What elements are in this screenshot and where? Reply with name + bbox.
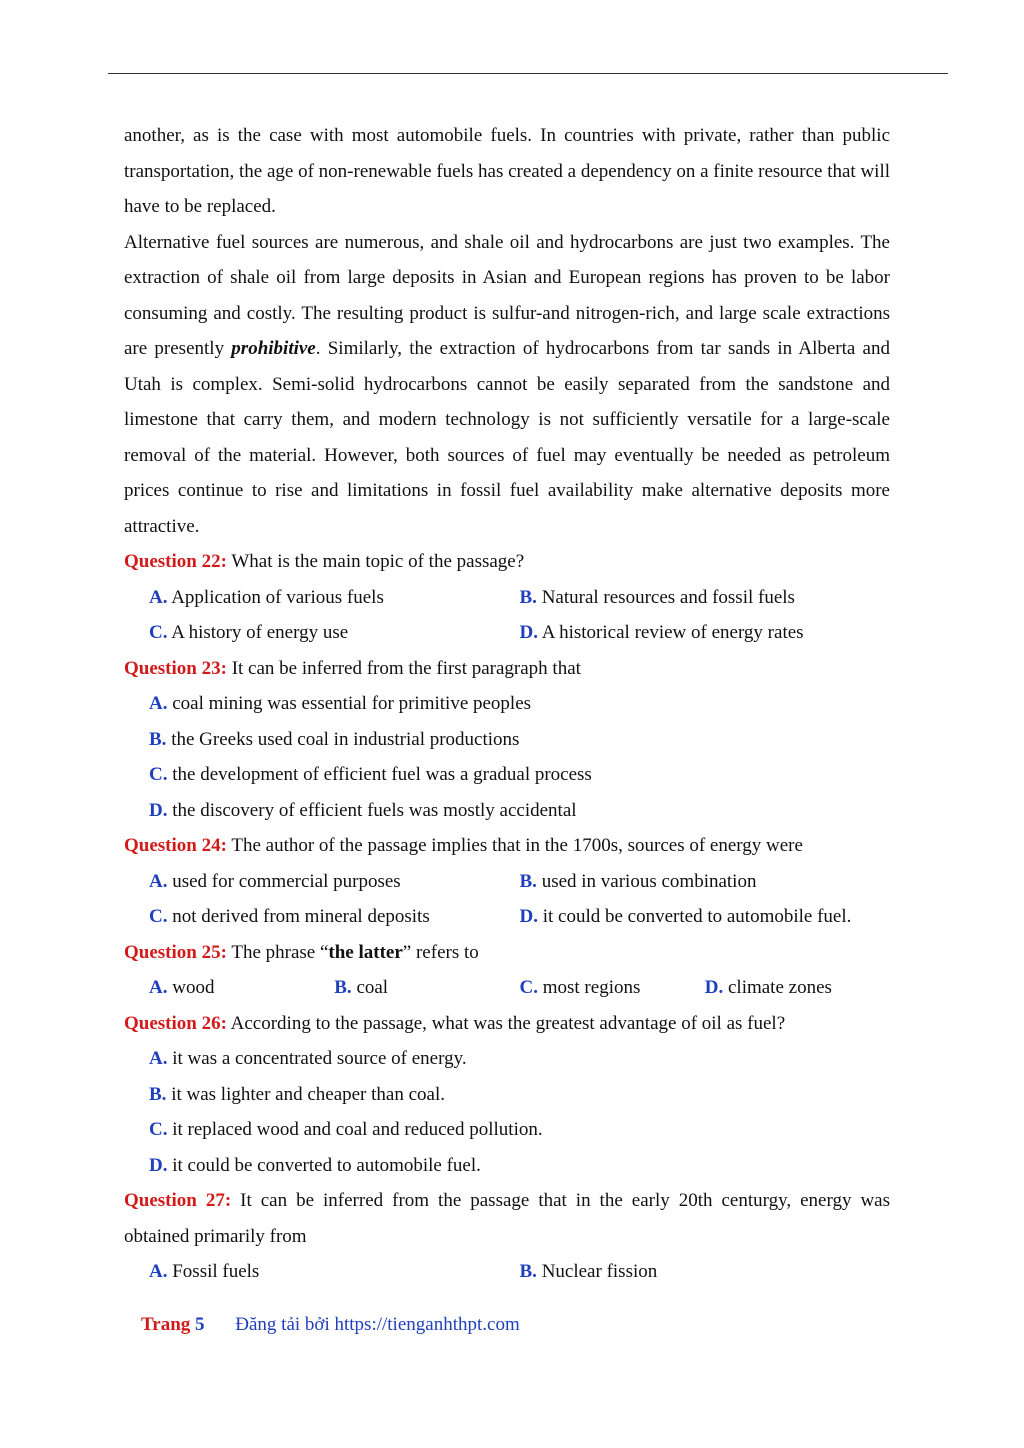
question-24: [124, 828, 890, 864]
header-rule: [108, 73, 948, 74]
footer-trang-label: Trang: [141, 1314, 191, 1335]
q22-option-b[interactable]: B. Natural resources and fossil fuels: [519, 586, 795, 608]
q25-option-d[interactable]: D. climate zones: [704, 977, 832, 998]
q22-option-a[interactable]: A. Application of various fuels: [149, 586, 384, 608]
passage-p2-before: Alternative fuel sources are numerous, and shale oil and hydrocarbons are just two examples. The extraction of shale oil from large deposits in Asian and European regions has proven to be labor consuming and costly. The resulting product is sulfur-and nitrogen-rich, and large scale extractions are presently: [124, 231, 890, 359]
question-23: [124, 651, 890, 687]
question-27-label: Question 27:: [124, 1190, 232, 1211]
footer-page-number: 5: [195, 1314, 205, 1335]
q25-option-b[interactable]: B. coal: [334, 977, 389, 998]
question-23-options: [124, 686, 890, 828]
question-27-text: It can be inferred from the passage that in the early 20th centurgy, energy was obtained primarily from: [124, 1190, 890, 1247]
q27-option-a[interactable]: A. Fossil fuels: [149, 1261, 260, 1282]
passage-emphasis-prohibitive: prohibitive: [231, 338, 316, 359]
question-26-text: According to the passage, what was the greatest advantage of oil as fuel?: [226, 1012, 786, 1034]
question-24-text: The author of the passage implies that in the 1700s, sources of energy were: [226, 835, 803, 856]
question-22-label: Question 22:: [124, 551, 227, 572]
q25-option-a[interactable]: A. wood: [149, 977, 215, 998]
q26-option-c[interactable]: C. it replaced wood and coal and reduced pollution.: [149, 1119, 543, 1140]
question-25-text-before: The phrase “: [226, 941, 329, 963]
q26-option-a[interactable]: A. it was a concentrated source of energy.: [149, 1048, 467, 1069]
passage-paragraph-2: [124, 225, 890, 545]
question-23-label: Question 23:: [124, 657, 227, 679]
q24-option-d[interactable]: D. it could be converted to automobile fuel.: [519, 906, 852, 927]
question-23-text: It can be inferred from the first paragraph that: [226, 657, 581, 679]
q23-option-a[interactable]: A. coal mining was essential for primitive peoples: [149, 693, 532, 714]
question-22-options: [124, 580, 890, 651]
q27-option-b[interactable]: B. Nuclear fission: [519, 1261, 658, 1282]
passage-p2-after: . Similarly, the extraction of hydrocarbons from tar sands in Alberta and Utah is complex. Semi-solid hydrocarbons cannot be easily separated from the sandstone and limestone that carry them, and modern technology is not sufficiently versatile for a large-scale removal of the material. However, both sources of fuel may eventually be needed as petroleum prices continue to rise and limitations in fossil fuel availability make alternative deposits more attractive.: [124, 338, 890, 537]
passage-paragraph-1: another, as is the case with most automobile fuels. In countries with private, rather than public transportation, the age of non-renewable fuels has created a dependency on a finite resource that will have to be replaced.: [124, 125, 891, 217]
q23-option-d[interactable]: D. the discovery of efficient fuels was mostly accidental: [149, 799, 577, 821]
question-22-text: What is the main topic of the passage?: [226, 551, 525, 572]
question-26-label: Question 26:: [124, 1012, 227, 1034]
question-26-options: [124, 1041, 890, 1183]
q23-option-b[interactable]: B. the Greeks used coal in industrial productions: [149, 728, 520, 750]
q24-option-a[interactable]: A. used for commercial purposes: [149, 870, 401, 892]
question-27-options: [124, 1254, 890, 1290]
q23-option-c[interactable]: C. the development of efficient fuel was a gradual process: [149, 764, 592, 785]
question-26: [124, 1006, 890, 1042]
question-25-options: [124, 970, 890, 1006]
question-25-text-after: ” refers to: [402, 941, 479, 963]
question-24-options: [124, 864, 890, 935]
question-24-label: Question 24:: [124, 835, 227, 856]
q22-option-c[interactable]: C. A history of energy use: [149, 622, 349, 643]
question-25: [124, 935, 890, 971]
question-27: [124, 1183, 890, 1254]
page-footer: [141, 1314, 520, 1336]
q26-option-b[interactable]: B. it was lighter and cheaper than coal.: [149, 1083, 445, 1105]
q24-option-c[interactable]: C. not derived from mineral deposits: [149, 906, 430, 927]
q25-option-c[interactable]: C. most regions: [519, 977, 641, 998]
q26-option-d[interactable]: D. it could be converted to automobile fuel.: [149, 1154, 481, 1176]
question-25-label: Question 25:: [124, 941, 227, 963]
question-25-emphasis: the latter: [328, 941, 403, 963]
page-content: [124, 118, 890, 1290]
q24-option-b[interactable]: B. used in various combination: [519, 870, 757, 892]
question-22: [124, 544, 890, 580]
q22-option-d[interactable]: D. A historical review of energy rates: [519, 622, 804, 643]
footer-credit-link[interactable]: Đăng tải bởi https://tienganhthpt.com: [235, 1314, 520, 1335]
